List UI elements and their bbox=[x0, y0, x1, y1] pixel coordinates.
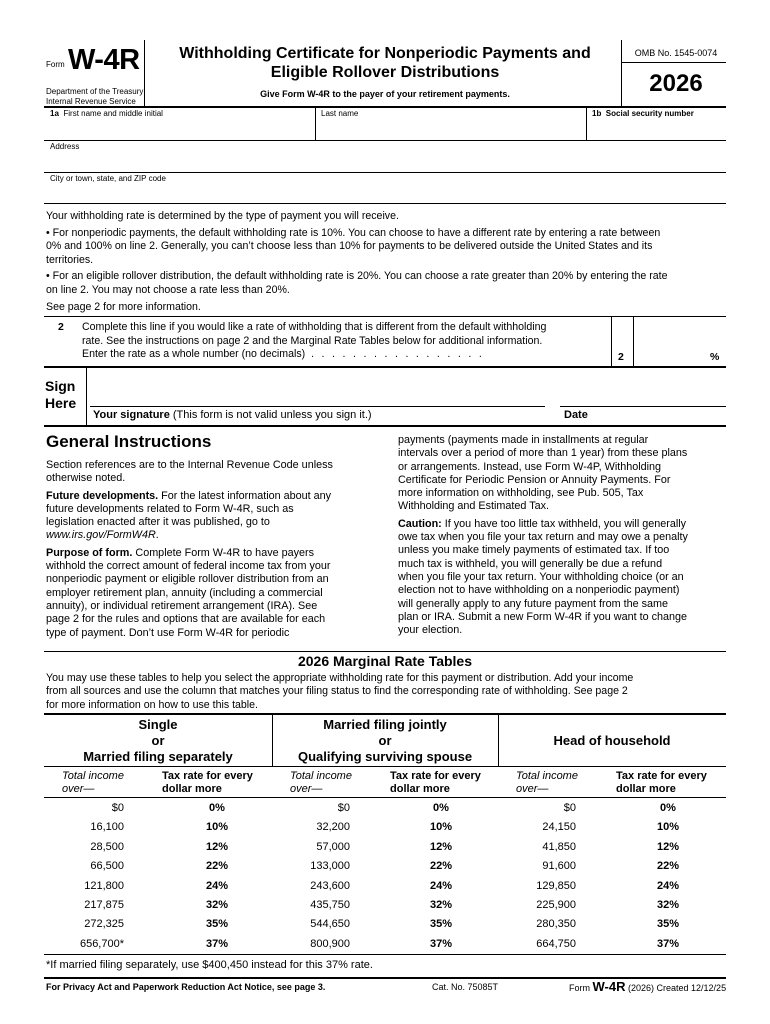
form-w4r-link[interactable]: www.irs.gov/FormW4R bbox=[46, 529, 156, 542]
income-threshold-cell: 91,600 bbox=[542, 860, 576, 873]
tax-rate-subheader: Tax rate for every dollar more bbox=[162, 770, 253, 795]
tax-rate-cell: 0% bbox=[209, 802, 225, 814]
total-income-subheader: Total income over— bbox=[62, 770, 124, 795]
form-subtitle: Give Form W-4R to the payer of your retirement payments. bbox=[260, 89, 510, 99]
line-2-text: Complete this line if you would like a rate of withholding that is different from the default withholding rate. See the instructions on page 2 and the Marginal Rate Tables below for additional information. Enter the rate as a whole number (no decimals) . . . . . . . . . . . . . . . . . bbox=[82, 321, 547, 361]
department: Department of the Treasury Internal Revenue Service bbox=[46, 87, 144, 106]
city-field[interactable] bbox=[48, 186, 718, 202]
form-title: Withholding Certificate for Nonperiodic Payments and Eligible Rollover Distributions bbox=[179, 45, 591, 81]
date-label: Date bbox=[564, 409, 588, 421]
income-threshold-cell: 664,750 bbox=[536, 937, 576, 950]
tax-rate-subheader: Tax rate for every dollar more bbox=[390, 770, 481, 795]
signature-label: Your signature (This form is not valid unless you sign it.) bbox=[93, 409, 372, 421]
tax-rate-cell: 24% bbox=[656, 879, 680, 892]
income-threshold-cell: 41,850 bbox=[542, 840, 576, 853]
total-income-subheader: Total income over— bbox=[516, 770, 578, 795]
income-threshold-cell: 24,150 bbox=[542, 821, 576, 834]
income-threshold-cell: $0 bbox=[337, 802, 350, 814]
instructions-right-column: payments (payments made in installments at regular intervals over a period of more than 1 year) from these plans or arrangements. Instead, use Form W-4P, Withholding Certificate for Periodic Pension or Annuity Payments. For more information on withholding, see Pub. 505, Tax Withholding and Estimated Tax. Caution: If you have too little tax withheld, you will generally owe tax when you file your tax return and may owe a penalty unless you make timely payments of estimated tax. If too much tax is withheld, you will generally be due a refund when you file your tax return. Your withholding choice (or an election not to have withholding on a nonperiodic payment) will generally apply to any future payment from the same plan or IRA. Submit a new Form W-4R if you want to change your election. bbox=[398, 434, 688, 637]
general-instructions-heading: General Instructions bbox=[46, 432, 212, 451]
last-name-field[interactable] bbox=[320, 122, 580, 138]
income-threshold-cell: 435,750 bbox=[310, 899, 350, 911]
tax-year: 2026 bbox=[649, 70, 703, 97]
income-threshold-cell: 66,500 bbox=[90, 860, 124, 873]
sign-here-label: Sign Here bbox=[45, 378, 77, 411]
tax-rate-cell: 12% bbox=[656, 840, 680, 853]
rate-tables-intro: You may use these tables to help you select the appropriate withholding rate for this payment or distribution. Add your income from all sources and use the column that matches your filing status to find the corresponding rate of withholding. See page 2 for more information on how to use this table. bbox=[46, 672, 634, 711]
first-name-field[interactable] bbox=[48, 122, 308, 138]
footer-form-id: Form W-4R (2026) Created 12/12/25 bbox=[569, 979, 727, 994]
income-threshold-cell: 57,000 bbox=[316, 840, 350, 853]
tax-rate-cell: 35% bbox=[656, 918, 680, 931]
tax-rate-cell: 12% bbox=[429, 840, 453, 853]
tax-rate-cell: 32% bbox=[429, 899, 453, 911]
catalog-number: Cat. No. 75085T bbox=[432, 982, 499, 992]
income-threshold-cell: 272,325 bbox=[84, 918, 124, 931]
first-name-label: 1a First name and middle initial bbox=[50, 109, 163, 118]
city-label: City or town, state, and ZIP code bbox=[50, 174, 166, 183]
tax-rate-cell: 37% bbox=[205, 937, 229, 950]
tax-rate-cell: 0% bbox=[660, 802, 676, 814]
income-threshold-cell: 129,850 bbox=[536, 879, 576, 892]
address-field[interactable] bbox=[48, 154, 718, 170]
income-threshold-cell: 800,900 bbox=[310, 937, 350, 950]
tax-rate-cell: 10% bbox=[656, 821, 680, 834]
tax-rate-cell: 24% bbox=[429, 879, 453, 892]
ssn-field[interactable] bbox=[592, 122, 722, 138]
omb-number: OMB No. 1545-0074 bbox=[634, 48, 718, 58]
form-number: W-4R bbox=[68, 44, 140, 76]
income-threshold-cell: 16,100 bbox=[90, 821, 124, 834]
income-threshold-cell: 217,875 bbox=[84, 899, 124, 911]
signature-line[interactable] bbox=[90, 406, 545, 407]
last-name-label: Last name bbox=[321, 109, 359, 118]
single-column-header: Single or Married filing separately bbox=[83, 717, 233, 764]
tax-rate-subheader: Tax rate for every dollar more bbox=[616, 770, 707, 795]
line-2-box-number: 2 bbox=[618, 351, 624, 363]
income-threshold-cell: 133,000 bbox=[310, 860, 350, 873]
tax-rate-cell: 37% bbox=[656, 937, 680, 950]
ssn-label: 1b Social security number bbox=[592, 109, 694, 118]
tax-rate-cell: 35% bbox=[429, 918, 453, 931]
income-threshold-cell: 544,650 bbox=[310, 918, 350, 931]
intro-text: Your withholding rate is determined by the type of payment you will receive. • For nonperiodic payments, the default withholding rate is 10%. You can choose to have a different rate by entering a rate between 0% and 100% on line 2. Generally, you can’t choose less than 10% for payments to be delivered outside the United States and its territories. • For an eligible rollover distribution, the default withholding rate is 20%. You can choose a rate greater than 20% by entering the rate on line 2. You may not choose a rate less than 20%. See page 2 for more information. bbox=[46, 210, 668, 313]
tax-rate-cell: 32% bbox=[205, 899, 229, 911]
line-2-number: 2 bbox=[58, 321, 64, 333]
tax-rate-cell: 0% bbox=[433, 802, 449, 814]
income-threshold-cell: 28,500 bbox=[90, 840, 124, 853]
income-threshold-cell: 656,700* bbox=[79, 937, 124, 950]
rate-table-footnote: *If married filing separately, use $400,450 instead for this 37% rate. bbox=[46, 959, 373, 971]
income-threshold-cell: 32,200 bbox=[316, 821, 350, 834]
tax-rate-cell: 10% bbox=[429, 821, 453, 834]
tax-rate-cell: 22% bbox=[205, 860, 229, 873]
income-threshold-cell: 225,900 bbox=[536, 899, 576, 911]
tax-rate-cell: 22% bbox=[429, 860, 453, 873]
address-label: Address bbox=[50, 142, 80, 151]
married-jointly-column-header: Married filing jointly or Qualifying surviving spouse bbox=[297, 717, 473, 764]
percent-sign: % bbox=[710, 351, 720, 363]
income-threshold-cell: 243,600 bbox=[310, 879, 350, 892]
form-label: Form bbox=[46, 60, 65, 69]
withholding-rate-field[interactable] bbox=[640, 347, 708, 363]
income-threshold-cell: $0 bbox=[111, 802, 124, 814]
tax-rate-cell: 32% bbox=[656, 899, 680, 911]
head-of-household-column-header: Head of household bbox=[553, 733, 671, 748]
income-threshold-cell: 121,800 bbox=[84, 879, 124, 892]
tax-rate-cell: 24% bbox=[205, 879, 229, 892]
income-threshold-cell: $0 bbox=[563, 802, 576, 814]
date-line[interactable] bbox=[560, 406, 726, 407]
income-threshold-cell: 280,350 bbox=[536, 918, 576, 931]
tax-rate-cell: 10% bbox=[205, 821, 229, 834]
tax-rate-cell: 35% bbox=[205, 918, 229, 931]
tax-rate-cell: 22% bbox=[656, 860, 680, 873]
instructions-left-column: Section references are to the Internal Revenue Code unless otherwise noted. Future developments. For the latest information about any future developments related to Form W-4R, such as legislation enacted after it was published, go to www.irs.gov/FormW4R. Purpose of form. Complete Form W-4R to have payers withhold the correct amount of federal income tax from your nonperiodic payment or eligible rollover distribution from an employer retirement plan, annuity (including a commercial annuity), or individual retirement arrangement (IRA). See page 2 for the rules and options that are available for each type of payment. Don’t use Form W-4R for periodic bbox=[46, 459, 333, 639]
rate-tables-heading: 2026 Marginal Rate Tables bbox=[297, 653, 473, 669]
total-income-subheader: Total income over— bbox=[290, 770, 352, 795]
tax-rate-cell: 37% bbox=[429, 937, 453, 950]
privacy-notice: For Privacy Act and Paperwork Reduction Act Notice, see page 3. bbox=[46, 982, 326, 992]
tax-rate-cell: 12% bbox=[205, 840, 229, 853]
